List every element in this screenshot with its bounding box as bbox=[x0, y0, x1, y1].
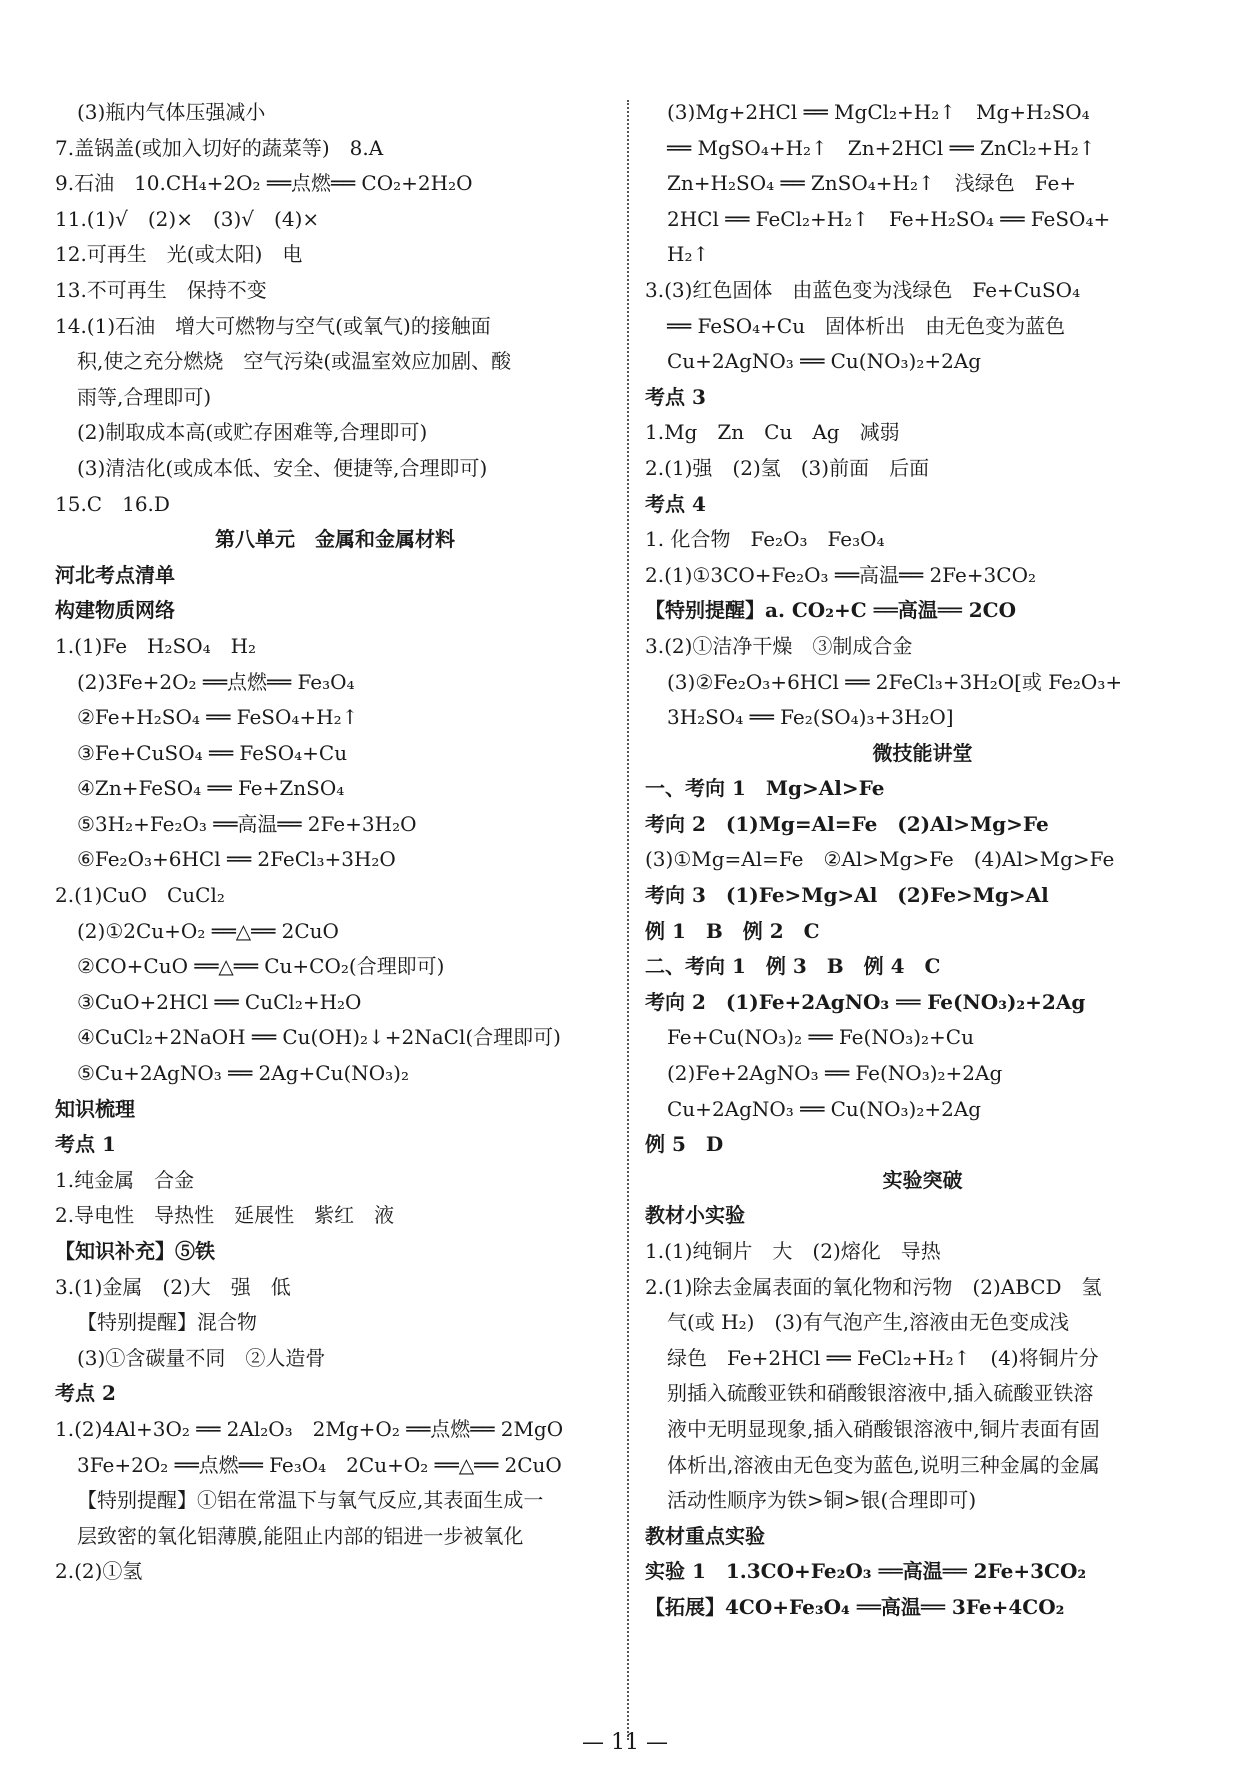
answer-line: 2.(2)①氢 bbox=[55, 1559, 143, 1584]
subheading: 【拓展】4CO+Fe₃O₄ ══高温══ 3Fe+4CO₂ bbox=[645, 1594, 1065, 1619]
answer-line: 12.可再生 光(或太阳) 电 bbox=[55, 242, 303, 267]
answer-line: 2HCl ══ FeCl₂+H₂↑ Fe+H₂SO₄ ══ FeSO₄+ bbox=[667, 206, 1111, 231]
subheading: 二、考向 1 例 3 B 例 4 C bbox=[645, 954, 941, 979]
answer-line: Cu+2AgNO₃ ══ Cu(NO₃)₂+2Ag bbox=[667, 349, 982, 374]
answer-line: 15.C 16.D bbox=[55, 491, 170, 516]
answer-line: ══ MgSO₄+H₂↑ Zn+2HCl ══ ZnCl₂+H₂↑ bbox=[667, 135, 1096, 160]
answer-line: 1.(1)Fe H₂SO₄ H₂ bbox=[55, 633, 257, 658]
answer-line: (3)清洁化(或成本低、安全、便捷等,合理即可) bbox=[77, 455, 488, 480]
answer-line: 3.(3)红色固体 由蓝色变为浅绿色 Fe+CuSO₄ bbox=[645, 277, 1081, 302]
answer-line: Zn+H₂SO₄ ══ ZnSO₄+H₂↑ 浅绿色 Fe+ bbox=[667, 171, 1077, 196]
answer-line: ②CO+CuO ══△══ Cu+CO₂(合理即可) bbox=[77, 954, 445, 979]
answer-line: (3)②Fe₂O₃+6HCl ══ 2FeCl₃+3H₂O[或 Fe₂O₃+ bbox=[667, 669, 1123, 694]
answer-line: 11.(1)√ (2)× (3)√ (4)× bbox=[55, 206, 320, 231]
subheading: 考向 3 (1)Fe>Mg>Al (2)Fe>Mg>Al bbox=[645, 883, 1049, 908]
subheading: 河北考点清单 bbox=[55, 562, 175, 587]
answer-line: 1.Mg Zn Cu Ag 减弱 bbox=[645, 420, 900, 445]
subheading: 知识梳理 bbox=[55, 1096, 135, 1121]
subheading: 构建物质网络 bbox=[55, 598, 175, 623]
answer-line: 1.(1)纯铜片 大 (2)熔化 导热 bbox=[645, 1239, 941, 1263]
answer-line: ══ FeSO₄+Cu 固体析出 由无色变为蓝色 bbox=[667, 313, 1066, 338]
answer-line: 2.导电性 导热性 延展性 紫红 液 bbox=[55, 1203, 395, 1228]
subheading: 考点 2 bbox=[55, 1381, 116, 1406]
answer-line: 3Fe+2O₂ ══点燃══ Fe₃O₄ 2Cu+O₂ ══△══ 2CuO bbox=[77, 1452, 562, 1477]
answer-line: 积,使之充分燃烧 空气污染(或温室效应加剧、酸 bbox=[77, 349, 512, 374]
subheading: 【知识补充】⑤铁 bbox=[55, 1239, 215, 1263]
section-heading: 微技能讲堂 bbox=[872, 740, 973, 765]
answer-line: 2.(1)强 (2)氢 (3)前面 后面 bbox=[645, 455, 930, 480]
answer-line: ⑤3H₂+Fe₂O₃ ══高温══ 2Fe+3H₂O bbox=[77, 811, 417, 836]
left-column bbox=[55, 95, 615, 1590]
answer-line: ⑥Fe₂O₃+6HCl ══ 2FeCl₃+3H₂O bbox=[77, 847, 396, 872]
subheading: 教材小实验 bbox=[645, 1203, 745, 1228]
answer-line: 3.(1)金属 (2)大 强 低 bbox=[55, 1274, 291, 1299]
answer-line: 别插入硫酸亚铁和硝酸银溶液中,插入硫酸亚铁溶 bbox=[667, 1381, 1094, 1406]
answer-line: 雨等,合理即可) bbox=[77, 384, 212, 409]
subheading: 【特别提醒】a. CO₂+C ══高温══ 2CO bbox=[645, 598, 1017, 623]
answer-line: 1. 化合物 Fe₂O₃ Fe₃O₄ bbox=[645, 527, 885, 552]
answer-line: 13.不可再生 保持不变 bbox=[55, 277, 267, 302]
column-divider bbox=[627, 100, 629, 1740]
answer-line: ④CuCl₂+2NaOH ══ Cu(OH)₂↓+2NaCl(合理即可) bbox=[77, 1025, 561, 1050]
answer-line: 【特别提醒】①铝在常温下与氧气反应,其表面生成一 bbox=[77, 1488, 544, 1513]
subheading: 例 1 B 例 2 C bbox=[645, 918, 820, 943]
section-heading: 第八单元 金属和金属材料 bbox=[215, 527, 455, 552]
answer-line: 14.(1)石油 增大可燃物与空气(或氧气)的接触面 bbox=[55, 313, 491, 338]
subheading: 考向 2 (1)Mg=Al=Fe (2)Al>Mg>Fe bbox=[645, 811, 1049, 836]
answer-line: ⑤Cu+2AgNO₃ ══ 2Ag+Cu(NO₃)₂ bbox=[77, 1061, 410, 1086]
answer-line: 3.(2)①洁净干燥 ③制成合金 bbox=[645, 633, 913, 658]
subheading: 例 5 D bbox=[645, 1132, 724, 1157]
page-number: — 11 — bbox=[582, 1730, 668, 1755]
answer-line: (2)Fe+2AgNO₃ ══ Fe(NO₃)₂+2Ag bbox=[667, 1061, 1003, 1086]
answer-line: (2)①2Cu+O₂ ══△══ 2CuO bbox=[77, 918, 339, 943]
answer-line: 气(或 H₂) (3)有气泡产生,溶液由无色变成浅 bbox=[667, 1310, 1070, 1335]
answer-line: ②Fe+H₂SO₄ ══ FeSO₄+H₂↑ bbox=[77, 705, 359, 730]
answer-line: ④Zn+FeSO₄ ══ Fe+ZnSO₄ bbox=[77, 776, 345, 801]
answer-line: ③CuO+2HCl ══ CuCl₂+H₂O bbox=[77, 989, 362, 1014]
answer-line: 3H₂SO₄ ══ Fe₂(SO₄)₃+3H₂O] bbox=[667, 705, 954, 730]
answer-line: Cu+2AgNO₃ ══ Cu(NO₃)₂+2Ag bbox=[667, 1096, 982, 1121]
answer-line: 1.纯金属 合金 bbox=[55, 1167, 195, 1192]
answer-line: (3)①含碳量不同 ②人造骨 bbox=[77, 1345, 326, 1370]
answer-line: 活动性顺序为铁>铜>银(合理即可) bbox=[667, 1488, 977, 1513]
answer-line: 液中无明显现象,插入硝酸银溶液中,铜片表面有固 bbox=[667, 1416, 1100, 1441]
answer-line: 9.石油 10.CH₄+2O₂ ══点燃══ CO₂+2H₂O bbox=[55, 171, 473, 196]
answer-line: (3)①Mg=Al=Fe ②Al>Mg>Fe (4)Al>Mg>Fe bbox=[645, 847, 1115, 872]
answer-line: (3)Mg+2HCl ══ MgCl₂+H₂↑ Mg+H₂SO₄ bbox=[667, 100, 1090, 124]
answer-line: Fe+Cu(NO₃)₂ ══ Fe(NO₃)₂+Cu bbox=[667, 1025, 974, 1050]
answer-line: 层致密的氧化铝薄膜,能阻止内部的铝进一步被氧化 bbox=[77, 1523, 524, 1548]
answer-line: (2)制取成本高(或贮存困难等,合理即可) bbox=[77, 420, 428, 445]
subheading: 考点 3 bbox=[645, 384, 706, 409]
answer-line: 体析出,溶液由无色变为蓝色,说明三种金属的金属 bbox=[667, 1452, 1100, 1477]
subheading: 考点 4 bbox=[645, 491, 706, 516]
subheading: 考向 2 (1)Fe+2AgNO₃ ══ Fe(NO₃)₂+2Ag bbox=[645, 989, 1086, 1014]
answer-line: 1.(2)4Al+3O₂ ══ 2Al₂O₃ 2Mg+O₂ ══点燃══ 2MgO bbox=[55, 1416, 564, 1441]
answer-line: 2.(1)①3CO+Fe₂O₃ ══高温══ 2Fe+3CO₂ bbox=[645, 562, 1036, 587]
answer-line: (2)3Fe+2O₂ ══点燃══ Fe₃O₄ bbox=[77, 669, 355, 694]
right-column bbox=[645, 95, 1200, 1626]
section-heading: 实验突破 bbox=[882, 1167, 963, 1192]
answer-line: 2.(1)除去金属表面的氧化物和污物 (2)ABCD 氢 bbox=[645, 1274, 1102, 1299]
subheading: 一、考向 1 Mg>Al>Fe bbox=[645, 776, 885, 801]
answer-line: 2.(1)CuO CuCl₂ bbox=[55, 883, 225, 908]
answer-line: 7.盖锅盖(或加入切好的蔬菜等) 8.A bbox=[55, 135, 384, 160]
answer-line: (3)瓶内气体压强减小 bbox=[77, 100, 266, 124]
answer-line: 绿色 Fe+2HCl ══ FeCl₂+H₂↑ (4)将铜片分 bbox=[667, 1345, 1099, 1370]
subheading: 教材重点实验 bbox=[645, 1523, 765, 1548]
subheading: 实验 1 1.3CO+Fe₂O₃ ══高温══ 2Fe+3CO₂ bbox=[645, 1559, 1087, 1584]
answer-line: 【特别提醒】混合物 bbox=[77, 1310, 257, 1335]
answer-line: ③Fe+CuSO₄ ══ FeSO₄+Cu bbox=[77, 740, 348, 765]
answer-line: H₂↑ bbox=[667, 242, 710, 267]
subheading: 考点 1 bbox=[55, 1132, 116, 1157]
